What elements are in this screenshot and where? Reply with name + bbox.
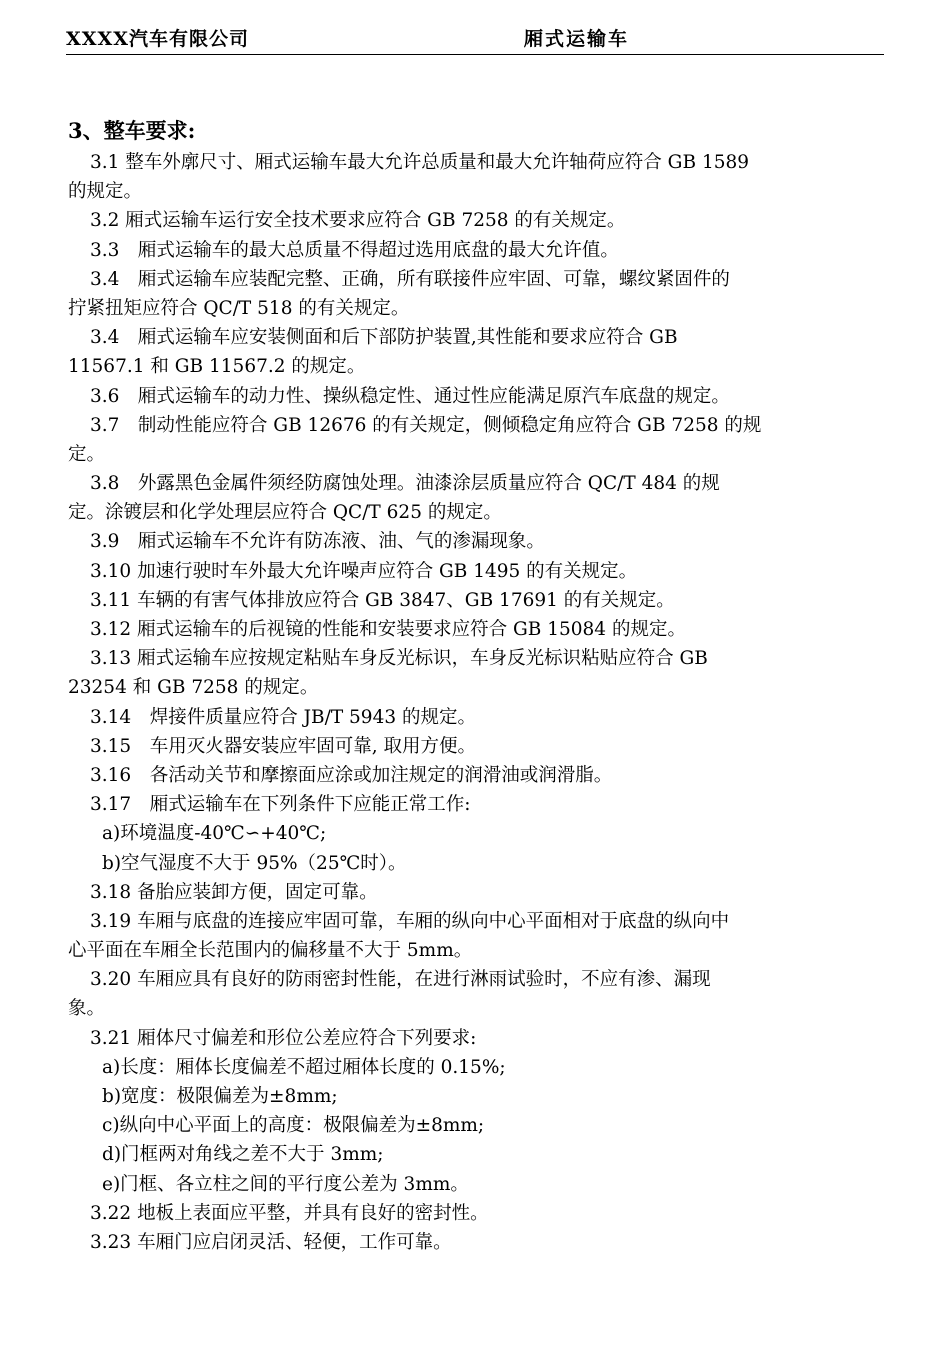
text-line: c)纵向中心平面上的高度：极限偏差为±8mm; bbox=[102, 1115, 485, 1137]
text-line: 3.11 车辆的有害气体排放应符合 GB 3847、GB 17691 的有关规定。 bbox=[90, 589, 675, 611]
text-line: 心平面在车厢全长范围内的偏移量不大于 5mm。 bbox=[68, 940, 473, 962]
text-line: 3.17 厢式运输车在下列条件下应能正常工作: bbox=[90, 794, 471, 816]
document-title: 厢式运输车 bbox=[524, 28, 630, 50]
text-line: b)宽度：极限偏差为±8mm; bbox=[102, 1086, 338, 1107]
text-line: d)门框两对角线之差不大于 3mm; bbox=[102, 1144, 384, 1166]
text-line: 3.21 厢体尺寸偏差和形位公差应符合下列要求: bbox=[90, 1027, 477, 1049]
text-line: 拧紧扭矩应符合 QC/T 518 的有关规定。 bbox=[68, 297, 410, 319]
text-line: 3.22 地板上表面应平整，并具有良好的密封性。 bbox=[90, 1202, 489, 1224]
page-header bbox=[66, 22, 884, 55]
text-line: 3.10 加速行驶时车外最大允许噪声应符合 GB 1495 的有关规定。 bbox=[90, 560, 638, 582]
text-line: 3.8 外露黑色金属件须经防腐蚀处理。油漆涂层质量应符合 QC/T 484 的规 bbox=[90, 473, 720, 495]
text-line: 3.18 备胎应装卸方便，固定可靠。 bbox=[90, 881, 378, 903]
section-heading: 3、整车要求: bbox=[68, 118, 196, 143]
text-line: 3.15 车用灭火器安装应牢固可靠, 取用方便。 bbox=[90, 735, 476, 757]
text-line: 3.6 厢式运输车的动力性、操纵稳定性、通过性应能满足原汽车底盘的规定。 bbox=[90, 385, 730, 407]
text-line: 3.20 车厢应具有良好的防雨密封性能，在进行淋雨试验时，不应有渗、漏现 bbox=[90, 969, 711, 991]
text-line: 3.9 厢式运输车不允许有防冻液、油、气的渗漏现象。 bbox=[90, 531, 545, 553]
text-line: 3.4 厢式运输车应安装侧面和后下部防护装置,其性能和要求应符合 GB bbox=[90, 327, 678, 349]
text-line: 3.13 厢式运输车应按规定粘贴车身反光标识，车身反光标识粘贴应符合 GB bbox=[90, 648, 708, 670]
text-line: 3.14 焊接件质量应符合 JB/T 5943 的规定。 bbox=[90, 706, 476, 728]
text-line: 定。涂镀层和化学处理层应符合 QC/T 625 的规定。 bbox=[68, 502, 502, 524]
text-line: 23254 和 GB 7258 的规定。 bbox=[68, 677, 319, 699]
text-line: 3.19 车厢与底盘的连接应牢固可靠，车厢的纵向中心平面相对于底盘的纵向中 bbox=[90, 910, 730, 932]
text-line: 定。 bbox=[68, 443, 106, 465]
company-name: XXXX汽车有限公司 bbox=[66, 28, 249, 50]
text-line: 3.7 制动性能应符合 GB 12676 的有关规定，侧倾稳定角应符合 GB 7258 的规 bbox=[90, 414, 762, 436]
requirements-list bbox=[68, 148, 868, 1257]
text-line: b)空气湿度不大于 95%（25℃时）。 bbox=[102, 852, 407, 874]
text-line: 3.23 车厢门应启闭灵活、轻便，工作可靠。 bbox=[90, 1231, 452, 1253]
text-line: 3.3 厢式运输车的最大总质量不得超过选用底盘的最大允许值。 bbox=[90, 239, 619, 261]
text-line: 3.4 厢式运输车应装配完整、正确，所有联接件应牢固、可靠，螺纹紧固件的 bbox=[90, 268, 730, 290]
text-line: a)环境温度-40℃∽+40℃; bbox=[102, 823, 327, 845]
text-line: 3.2 厢式运输车运行安全技术要求应符合 GB 7258 的有关规定。 bbox=[90, 210, 626, 232]
text-line: 3.12 厢式运输车的后视镜的性能和安装要求应符合 GB 15084 的规定。 bbox=[90, 619, 686, 640]
text-line: a)长度：厢体长度偏差不超过厢体长度的 0.15%; bbox=[102, 1056, 506, 1078]
text-line: 象。 bbox=[68, 998, 106, 1020]
text-line: 11567.1 和 GB 11567.2 的规定。 bbox=[68, 356, 366, 378]
text-line: 的规定。 bbox=[68, 181, 143, 203]
text-line: e)门框、各立柱之间的平行度公差为 3mm。 bbox=[102, 1173, 469, 1195]
text-line: 3.16 各活动关节和摩擦面应涂或加注规定的润滑油或润滑脂。 bbox=[90, 764, 613, 786]
text-line: 3.1 整车外廓尺寸、厢式运输车最大允许总质量和最大允许轴荷应符合 GB 1589 bbox=[90, 152, 750, 173]
document-body bbox=[68, 114, 868, 1257]
